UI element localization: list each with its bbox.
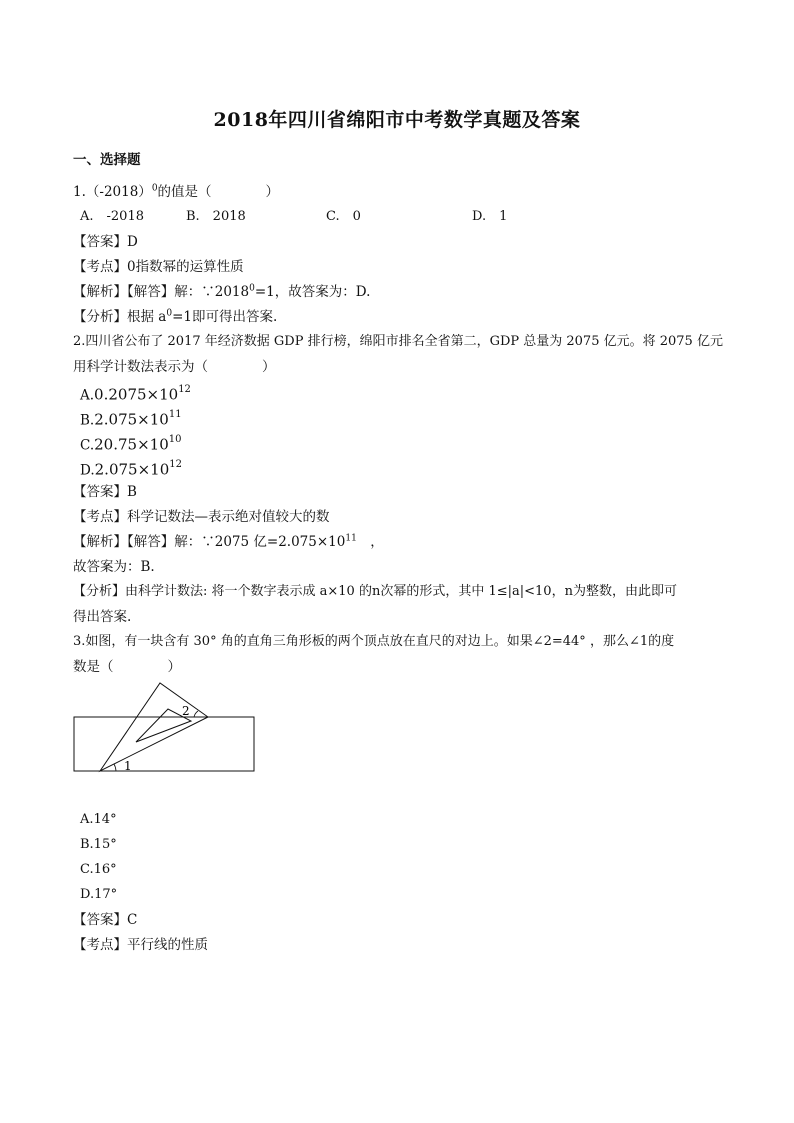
angle-2-label: 2 — [182, 704, 190, 718]
q2-option-a-exponent: 12 — [178, 384, 191, 395]
q2-analysis — [73, 532, 384, 552]
q3-option-d: D.17° — [80, 887, 118, 902]
angle-2-arc — [194, 711, 198, 717]
q3-stem-line1: 3.如图，有一块含有 30° 角的直角三角形板的两个顶点放在直尺的对边上。如果∠2=44° ，那么∠1的度 — [73, 634, 675, 649]
ruler-shape — [74, 717, 254, 771]
q2-analysis-post: ， — [356, 534, 384, 550]
section-heading: 一、选择题 — [73, 152, 141, 168]
q3-option-c: C.16° — [80, 862, 117, 877]
q2-summary-line2: 得出答案. — [73, 609, 132, 625]
ruler-triangle-figure — [70, 680, 270, 780]
angle-1-arc — [114, 764, 116, 771]
q1-summary — [73, 307, 277, 327]
q2-option-c-label: C. — [80, 437, 95, 454]
q3-stem-line2: 数是（ ） — [73, 659, 181, 675]
q1-analysis-pre: 【解析】【解答】解：∵2018 — [73, 284, 250, 300]
q1-summary-exponent: 0 — [166, 308, 173, 319]
q2-point: 【考点】科学记数法—表示绝对值较大的数 — [73, 509, 330, 525]
q2-summary-line1: 【分析】由科学计数法: 将一个数字表示成 a×10 的n次幂的形式，其中 1≤|a|<10，n为整数，由此即可 — [73, 584, 677, 599]
q2-option-d — [80, 457, 182, 481]
q2-option-b — [80, 407, 182, 431]
q1-stem-pre: 1.（-2018） — [73, 184, 152, 200]
q2-analysis-pre: 【解析】【解答】解：∵2075 亿=2.075×10 — [73, 534, 346, 550]
q2-option-b-label: B. — [80, 412, 95, 429]
q3-point: 【考点】平行线的性质 — [73, 937, 208, 953]
angle-1-label: 1 — [124, 759, 132, 773]
q2-option-d-value: 2.075×10 — [94, 460, 170, 479]
q1-stem — [73, 182, 279, 202]
q1-option-a: A. -2018 — [80, 209, 144, 224]
q2-option-c-exponent: 10 — [168, 434, 182, 445]
q1-summary-post: =1即可得出答案. — [172, 309, 278, 325]
q3-option-b: B.15° — [80, 837, 117, 852]
q2-option-b-value: 2.075×10 — [94, 410, 169, 429]
q2-option-c — [80, 432, 181, 456]
q2-option-d-exponent: 12 — [169, 459, 182, 470]
q2-stem-line2: 用科学计数法表示为（ ） — [73, 359, 276, 375]
q2-answer: 【答案】B — [73, 484, 137, 500]
q2-analysis-line2: 故答案为：B. — [73, 559, 155, 575]
q2-analysis-exponent: 11 — [345, 533, 357, 544]
q3-answer: 【答案】C — [73, 912, 138, 928]
q1-analysis-post: =1，故答案为：D. — [254, 284, 371, 300]
q1-summary-pre: 【分析】根据 a — [73, 309, 167, 325]
q1-stem-post: 的值是（ ） — [157, 184, 280, 200]
q1-option-b: B. 2018 — [186, 209, 246, 224]
q1-point: 【考点】0指数幂的运算性质 — [73, 259, 244, 275]
q1-analysis — [73, 282, 370, 302]
q1-option-d: D. 1 — [472, 209, 508, 224]
q2-option-a — [80, 382, 191, 406]
q2-stem-line1: 2.四川省公布了 2017 年经济数据 GDP 排行榜，绵阳市排名全省第二，GDP 总量为 2075 亿元。将 2075 亿元 — [73, 334, 723, 349]
q2-option-a-value: 0.2075×10 — [94, 385, 179, 404]
q3-option-a: A.14° — [80, 812, 117, 827]
q2-option-a-label: A. — [80, 387, 95, 404]
q1-analysis-exponent: 0 — [249, 283, 255, 294]
q2-option-d-label: D. — [80, 462, 95, 479]
page-title: 2018年四川省绵阳市中考数学真题及答案 — [213, 109, 581, 131]
q1-answer: 【答案】D — [73, 234, 138, 250]
q2-option-b-exponent: 11 — [168, 409, 182, 420]
q1-stem-exponent: 0 — [151, 183, 158, 194]
triangle-outer — [100, 683, 208, 771]
q2-option-c-value: 20.75×10 — [94, 435, 169, 454]
q1-option-c: C. 0 — [326, 209, 361, 224]
